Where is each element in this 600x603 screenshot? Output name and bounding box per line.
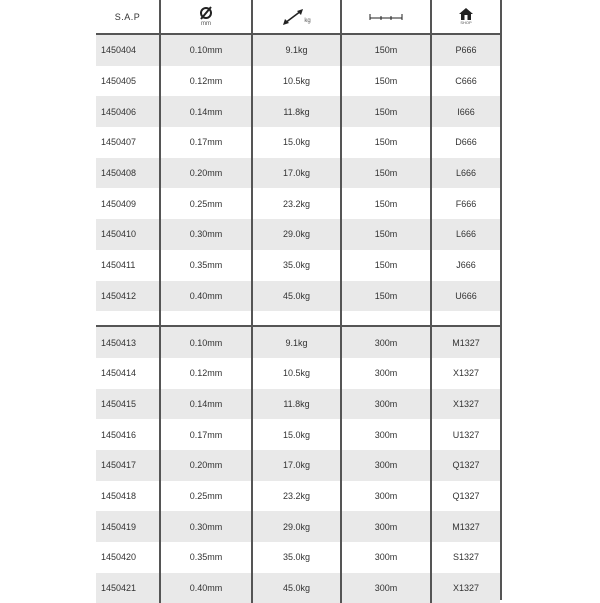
strength-cell: 17.0kg — [252, 158, 341, 189]
product-spec-table — [96, 0, 500, 600]
diameter-cell: 0.14mm — [160, 389, 252, 420]
shop-code-cell: L666 — [431, 219, 500, 250]
diameter-cell: 0.20mm — [160, 450, 252, 481]
diameter-cell: 0.10mm — [160, 326, 252, 358]
length-cell: 150m — [341, 250, 431, 281]
length-cell: 300m — [341, 389, 431, 420]
sap-cell: 1450415 — [96, 389, 160, 420]
length-cell: 300m — [341, 481, 431, 512]
sap-cell: 1450404 — [96, 34, 160, 66]
table-row — [96, 66, 500, 97]
shop-code-cell: X1327 — [431, 573, 500, 603]
strength-header — [252, 0, 341, 34]
table-row — [96, 326, 500, 358]
table-row — [96, 481, 500, 512]
length-cell: 150m — [341, 188, 431, 219]
length-cell: 300m — [341, 326, 431, 358]
diameter-cell: 0.12mm — [160, 358, 252, 389]
diameter-unit: mm — [201, 21, 211, 27]
group-gap — [96, 311, 500, 326]
sap-header: S.A.P — [96, 0, 160, 34]
shop-header — [431, 0, 500, 34]
strength-cell: 35.0kg — [252, 542, 341, 573]
diameter-cell: 0.25mm — [160, 188, 252, 219]
spec-table — [96, 0, 500, 603]
right-border — [500, 0, 502, 600]
strength-cell: 11.8kg — [252, 389, 341, 420]
diameter-cell: 0.30mm — [160, 511, 252, 542]
strength-cell: 10.5kg — [252, 66, 341, 97]
shop-code-cell: M1327 — [431, 326, 500, 358]
length-cell: 300m — [341, 511, 431, 542]
diameter-header — [160, 0, 252, 34]
shop-code-cell: Q1327 — [431, 450, 500, 481]
length-header — [341, 0, 431, 34]
diameter-cell: 0.25mm — [160, 481, 252, 512]
shop-code-cell: Q1327 — [431, 481, 500, 512]
strength-cell: 29.0kg — [252, 511, 341, 542]
shop-code-cell: U666 — [431, 281, 500, 312]
sap-cell: 1450407 — [96, 127, 160, 158]
strength-cell: 45.0kg — [252, 573, 341, 603]
length-cell: 300m — [341, 450, 431, 481]
table-row — [96, 419, 500, 450]
diameter-cell: 0.14mm — [160, 96, 252, 127]
diameter-cell: 0.10mm — [160, 34, 252, 66]
breaking-strength-icon — [282, 8, 304, 26]
strength-unit: kg — [304, 17, 311, 24]
group-300m — [96, 326, 500, 603]
length-cell: 150m — [341, 127, 431, 158]
table-row — [96, 389, 500, 420]
length-cell: 150m — [341, 34, 431, 66]
sap-cell: 1450416 — [96, 419, 160, 450]
shop-code-cell: J666 — [431, 250, 500, 281]
diameter-cell: 0.40mm — [160, 281, 252, 312]
shop-code-cell: X1327 — [431, 389, 500, 420]
strength-cell: 15.0kg — [252, 127, 341, 158]
table-row — [96, 511, 500, 542]
table-row — [96, 158, 500, 189]
length-cell: 150m — [341, 281, 431, 312]
shop-code-cell: F666 — [431, 188, 500, 219]
table-row — [96, 34, 500, 66]
strength-cell: 17.0kg — [252, 450, 341, 481]
length-cell: 150m — [341, 158, 431, 189]
sap-cell: 1450418 — [96, 481, 160, 512]
sap-cell: 1450421 — [96, 573, 160, 603]
diameter-cell: 0.17mm — [160, 127, 252, 158]
strength-cell: 35.0kg — [252, 250, 341, 281]
table-row — [96, 219, 500, 250]
diameter-cell: 0.12mm — [160, 66, 252, 97]
table-row — [96, 358, 500, 389]
shop-code-cell: P666 — [431, 34, 500, 66]
strength-cell: 9.1kg — [252, 326, 341, 358]
sap-cell: 1450411 — [96, 250, 160, 281]
sap-cell: 1450408 — [96, 158, 160, 189]
table-row — [96, 450, 500, 481]
diameter-cell: 0.35mm — [160, 542, 252, 573]
table-row — [96, 250, 500, 281]
sap-cell: 1450420 — [96, 542, 160, 573]
strength-cell: 15.0kg — [252, 419, 341, 450]
diameter-cell: 0.20mm — [160, 158, 252, 189]
sap-cell: 1450413 — [96, 326, 160, 358]
length-cell: 300m — [341, 573, 431, 603]
sap-cell: 1450406 — [96, 96, 160, 127]
sap-cell: 1450417 — [96, 450, 160, 481]
header-row — [96, 0, 500, 34]
sap-cell: 1450409 — [96, 188, 160, 219]
diameter-cell: 0.35mm — [160, 250, 252, 281]
diameter-cell: 0.17mm — [160, 419, 252, 450]
shop-code-cell: I666 — [431, 96, 500, 127]
table-row — [96, 542, 500, 573]
table-row — [96, 573, 500, 603]
strength-cell: 45.0kg — [252, 281, 341, 312]
shop-code-cell: D666 — [431, 127, 500, 158]
length-cell: 150m — [341, 66, 431, 97]
diameter-cell: 0.30mm — [160, 219, 252, 250]
length-cell: 300m — [341, 358, 431, 389]
length-cell: 150m — [341, 96, 431, 127]
table-row — [96, 281, 500, 312]
shop-code-cell: C666 — [431, 66, 500, 97]
shop-icon — [459, 8, 473, 20]
table-header — [96, 0, 500, 34]
shop-code-cell: L666 — [431, 158, 500, 189]
group-150m — [96, 34, 500, 311]
shop-code-cell: U1327 — [431, 419, 500, 450]
sap-cell: 1450405 — [96, 66, 160, 97]
sap-cell: 1450419 — [96, 511, 160, 542]
diameter-icon — [199, 6, 213, 20]
shop-label: SHOP — [460, 20, 472, 25]
table-row — [96, 188, 500, 219]
shop-code-cell: X1327 — [431, 358, 500, 389]
sap-cell: 1450414 — [96, 358, 160, 389]
strength-cell: 23.2kg — [252, 188, 341, 219]
line-length-icon — [369, 11, 403, 21]
table-row — [96, 127, 500, 158]
length-cell: 300m — [341, 542, 431, 573]
strength-cell: 10.5kg — [252, 358, 341, 389]
diameter-cell: 0.40mm — [160, 573, 252, 603]
length-cell: 300m — [341, 419, 431, 450]
strength-cell: 11.8kg — [252, 96, 341, 127]
sap-cell: 1450410 — [96, 219, 160, 250]
sap-cell: 1450412 — [96, 281, 160, 312]
table-row — [96, 96, 500, 127]
strength-cell: 9.1kg — [252, 34, 341, 66]
length-cell: 150m — [341, 219, 431, 250]
shop-code-cell: S1327 — [431, 542, 500, 573]
shop-code-cell: M1327 — [431, 511, 500, 542]
strength-cell: 23.2kg — [252, 481, 341, 512]
strength-cell: 29.0kg — [252, 219, 341, 250]
